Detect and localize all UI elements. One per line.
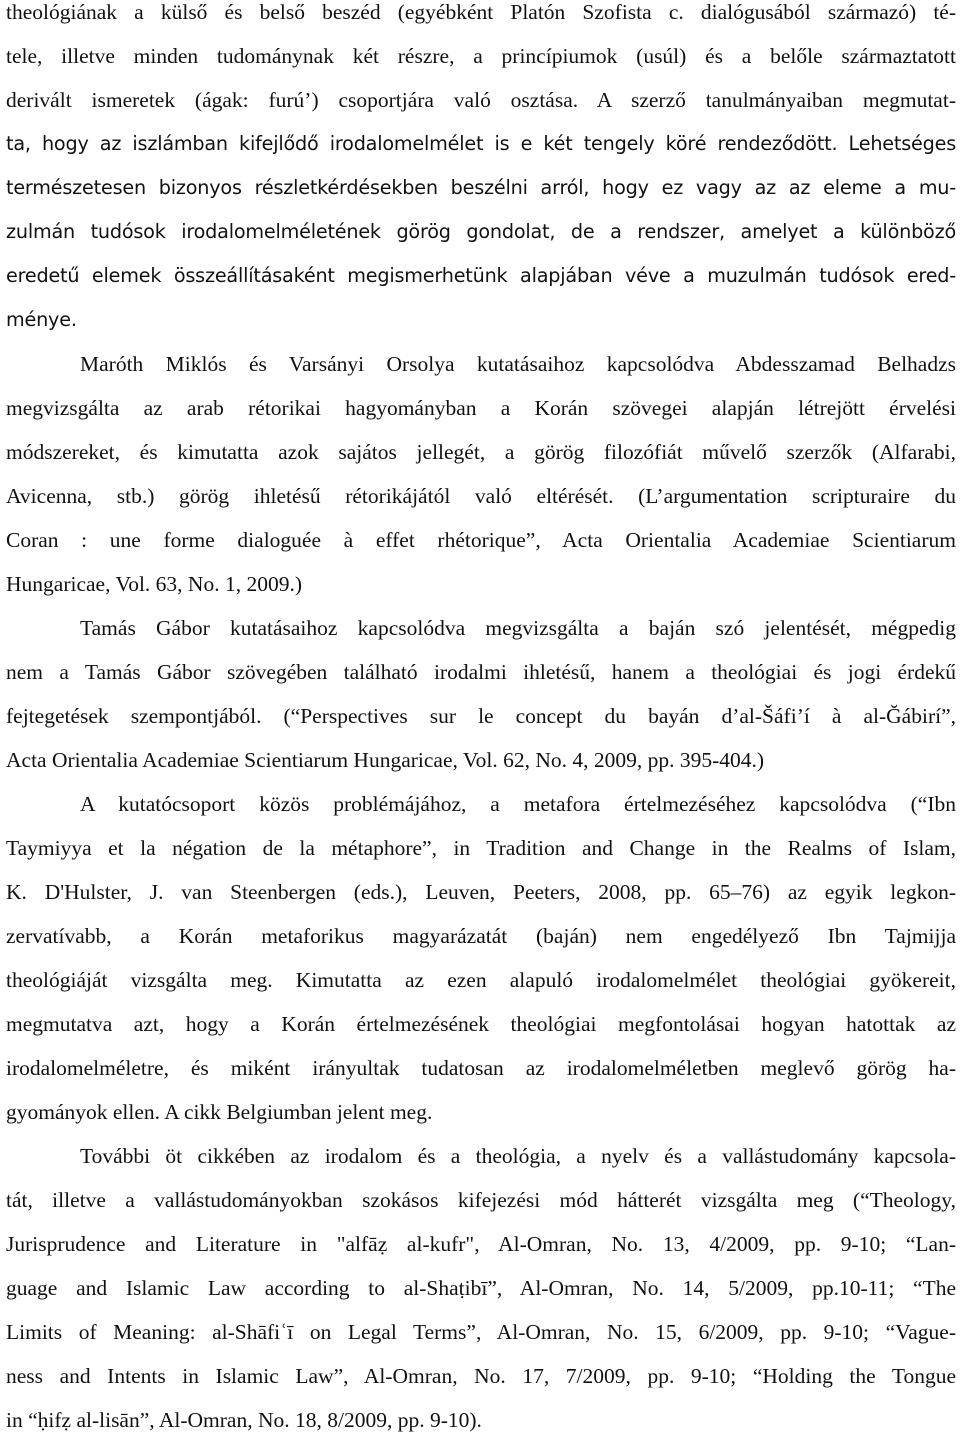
text-line: fejtegetések szempontjából. (“Perspectives sur le concept du bayán d’al-Šáfi’í à al-Ğábirí”, xyxy=(6,704,956,728)
text-line: megvizsgálta az arab rétorikai hagyományban a Korán szövegei alapján létrejött érvelési xyxy=(6,396,956,420)
text-line: Jurisprudence and Literature in "alfāẓ al-kufr", Al-Omran, No. 13, 4/2009, pp. 9-10; “Lan- xyxy=(6,1232,956,1256)
text-line: Taymiyya et la négation de la métaphore”, in Tradition and Change in the Realms of Islam, xyxy=(6,836,956,860)
paragraph-4 xyxy=(6,782,956,1134)
text-line: ta, hogy az iszlámban kifejlődő irodalomelmélet is e két tengely köré rendeződött. Lehetséges xyxy=(6,132,956,155)
text-line: módszereket, és kimutatta azok sajátos jellegét, a görög filozófiát művelő szerzők (Alfarabi, xyxy=(6,440,956,464)
paragraph-3 xyxy=(6,606,956,782)
text-line: theológiának a külső és belső beszéd (egyébként Platón Szofista c. dialógusából származó) té- xyxy=(6,0,956,24)
text-line: Hungaricae, Vol. 63, No. 1, 2009.) xyxy=(6,572,302,596)
text-line: gyományok ellen. A cikk Belgiumban jelent meg. xyxy=(6,1100,433,1124)
text-line: eredetű elemek összeállításaként megismerhetünk alapjában véve a muzulmán tudósok ered- xyxy=(6,264,956,287)
text-line: zervatívabb, a Korán metaforikus magyarázatát (baján) nem engedélyező Ibn Tajmijja xyxy=(6,924,956,948)
paragraph-5 xyxy=(6,1134,956,1442)
text-line: ness and Intents in Islamic Law”, Al-Omran, No. 17, 7/2009, pp. 9-10; “Holding the Tongue xyxy=(6,1364,956,1388)
text-line: irodalomelméletre, és miként irányultak tudatosan az irodalomelméletben meglevő görög ha- xyxy=(6,1056,956,1080)
text-line: Avicenna, stb.) görög ihletésű rétorikájától való eltérését. (L’argumentation scripturaire du xyxy=(6,484,956,508)
text-line: derivált ismeretek (ágak: furú’) csoportjára való osztása. A szerző tanulmányaiban megmutat- xyxy=(6,88,956,112)
text-line: tele, illetve minden tudománynak két részre, a princípiumok (usúl) és a belőle származtatott xyxy=(6,44,956,68)
text-line: Maróth Miklós és Varsányi Orsolya kutatásaihoz kapcsolódva Abdesszamad Belhadzs xyxy=(80,352,956,376)
text-line: Limits of Meaning: al-Shāfiʿī on Legal Terms”, Al-Omran, No. 15, 6/2009, pp. 9-10; “Vague- xyxy=(6,1320,956,1344)
text-line: További öt cikkében az irodalom és a theológia, a nyelv és a vallástudomány kapcsola- xyxy=(80,1144,956,1168)
text-line: ménye. xyxy=(6,308,77,331)
text-line: tát, illetve a vallástudományokban szokásos kifejezési mód hátterét vizsgálta meg (“Theology, xyxy=(6,1188,956,1212)
text-line: zulmán tudósok irodalomelméletének görög gondolat, de a rendszer, amelyet a különböző xyxy=(6,220,956,243)
text-line: Tamás Gábor kutatásaihoz kapcsolódva megvizsgálta a baján szó jelentését, mégpedig xyxy=(80,616,956,640)
text-line: K. D'Hulster, J. van Steenbergen (eds.), Leuven, Peeters, 2008, pp. 65–76) az egyik legkon- xyxy=(6,880,956,904)
text-line: guage and Islamic Law according to al-Shaṭibī”, Al-Omran, No. 14, 5/2009, pp.10-11; “The xyxy=(6,1276,956,1300)
text-line: A kutatócsoport közös problémájához, a metafora értelmezéséhez kapcsolódva (“Ibn xyxy=(80,792,956,816)
text-line: theológiáját vizsgálta meg. Kimutatta az ezen alapuló irodalomelmélet theológiai gyökereit, xyxy=(6,968,956,992)
text-line: nem a Tamás Gábor szövegében található irodalmi ihletésű, hanem a theológiai és jogi érdekű xyxy=(6,660,956,684)
text-line: Coran : une forme dialoguée à effet rhétorique”, Acta Orientalia Academiae Scientiarum xyxy=(6,528,956,552)
text-line: megmutatva azt, hogy a Korán értelmezésének theológiai megfontolásai hogyan hatottak az xyxy=(6,1012,956,1036)
text-line: in “ḥifẓ al-lisān”, Al-Omran, No. 18, 8/2009, pp. 9-10). xyxy=(6,1408,482,1432)
text-line: Acta Orientalia Academiae Scientiarum Hungaricae, Vol. 62, No. 4, 2009, pp. 395-404.) xyxy=(6,748,765,772)
text-line: természetesen bizonyos részletkérdésekben beszélni arról, hogy ez vagy az az eleme a mu- xyxy=(6,176,956,199)
document-page xyxy=(6,0,956,1442)
paragraph-1 xyxy=(6,0,956,342)
paragraph-2 xyxy=(6,342,956,606)
